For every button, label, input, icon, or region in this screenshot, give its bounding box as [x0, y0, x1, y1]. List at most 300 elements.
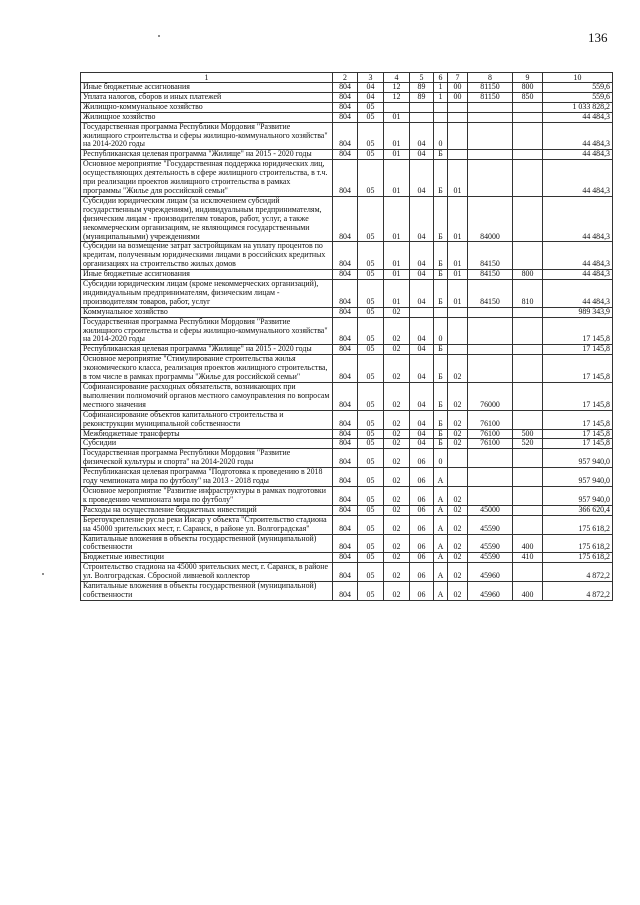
code-cell: 05	[358, 102, 384, 112]
code-cell: 800	[513, 83, 543, 93]
code-cell: 00	[448, 83, 468, 93]
row-name-cell: Субсидии юридическим лицам (за исключением субсидий государственным учреждениям), индивидуальным предпринимателям, физическим лицам - производителям товаров, работ, услуг, а также некоммерческим организациям, не являющимся государственными (муниципальными) учреждениями	[81, 196, 333, 242]
code-cell: 850	[513, 92, 543, 102]
code-cell: 02	[384, 553, 410, 563]
code-cell	[468, 112, 513, 122]
code-cell: 84150	[468, 270, 513, 280]
code-cell: 45960	[468, 563, 513, 582]
code-cell: 00	[448, 92, 468, 102]
code-cell: 06	[410, 449, 434, 468]
code-cell: 05	[358, 410, 384, 429]
code-cell: 01	[448, 270, 468, 280]
code-cell: 06	[410, 553, 434, 563]
code-cell: 45000	[468, 505, 513, 515]
code-cell: 01	[384, 122, 410, 150]
amount-cell: 957 940,0	[543, 486, 613, 505]
row-name-cell: Государственная программа Республики Мордовия "Развитие жилищного строительства и сферы жилищно-коммунального хозяйства" на 2014-2020 годы	[81, 317, 333, 345]
code-cell: 84000	[468, 196, 513, 242]
code-cell: 81150	[468, 92, 513, 102]
code-cell: А	[434, 515, 448, 534]
code-cell: 804	[333, 486, 358, 505]
amount-cell: 44 484,3	[543, 112, 613, 122]
code-cell: 804	[333, 280, 358, 308]
amount-cell: 559,6	[543, 92, 613, 102]
code-cell: 02	[384, 345, 410, 355]
code-cell: 02	[448, 582, 468, 601]
code-cell	[468, 150, 513, 160]
code-cell: 804	[333, 112, 358, 122]
amount-cell: 44 484,3	[543, 196, 613, 242]
code-cell: 400	[513, 582, 543, 601]
code-cell: 02	[448, 439, 468, 449]
table-row	[81, 92, 613, 102]
table-row	[81, 242, 613, 270]
table-row	[81, 439, 613, 449]
amount-cell: 17 145,8	[543, 345, 613, 355]
code-cell: 45960	[468, 582, 513, 601]
amount-cell: 17 145,8	[543, 355, 613, 383]
code-cell	[513, 449, 543, 468]
code-cell: 05	[358, 582, 384, 601]
code-cell: 804	[333, 270, 358, 280]
code-cell: 05	[358, 429, 384, 439]
code-cell: Б	[434, 270, 448, 280]
table-row	[81, 355, 613, 383]
code-cell: 804	[333, 534, 358, 553]
code-cell: 04	[410, 429, 434, 439]
amount-cell: 44 484,3	[543, 150, 613, 160]
code-cell	[448, 122, 468, 150]
code-cell: 89	[410, 83, 434, 93]
code-cell: 05	[358, 307, 384, 317]
row-name-cell: Коммунальное хозяйство	[81, 307, 333, 317]
code-cell: А	[434, 553, 448, 563]
code-cell: 84150	[468, 242, 513, 270]
code-cell: 1	[434, 83, 448, 93]
code-cell: 05	[358, 439, 384, 449]
code-cell: 06	[410, 468, 434, 487]
page-number: 136	[588, 30, 608, 45]
code-cell	[468, 486, 513, 505]
row-name-cell: Капитальные вложения в объекты государственной (муниципальной) собственности	[81, 534, 333, 553]
code-cell	[513, 515, 543, 534]
code-cell	[468, 317, 513, 345]
code-cell: 02	[384, 468, 410, 487]
code-cell: 05	[358, 196, 384, 242]
code-cell: 06	[410, 505, 434, 515]
table-row	[81, 563, 613, 582]
code-cell: 12	[384, 83, 410, 93]
code-cell: 804	[333, 122, 358, 150]
code-cell: 01	[384, 196, 410, 242]
code-cell: 05	[358, 383, 384, 411]
code-cell: 04	[358, 83, 384, 93]
code-cell: 04	[410, 280, 434, 308]
code-cell: 804	[333, 410, 358, 429]
code-cell: 02	[384, 486, 410, 505]
code-cell: 804	[333, 102, 358, 112]
code-cell: 804	[333, 563, 358, 582]
code-cell: 05	[358, 355, 384, 383]
code-cell: 0	[434, 122, 448, 150]
code-cell: Б	[434, 150, 448, 160]
row-name-cell: Софинансирование объектов капитального строительства и реконструкции муниципальной собственности	[81, 410, 333, 429]
table-row	[81, 345, 613, 355]
code-cell: 76100	[468, 429, 513, 439]
code-cell: 45590	[468, 515, 513, 534]
code-cell: 05	[358, 553, 384, 563]
code-cell: 05	[358, 468, 384, 487]
row-name-cell: Бюджетные инвестиции	[81, 553, 333, 563]
code-cell: 45590	[468, 534, 513, 553]
row-name-cell: Республиканская целевая программа "Жилище" на 2015 - 2020 годы	[81, 345, 333, 355]
code-cell	[468, 122, 513, 150]
row-name-cell: Иные бюджетные ассигнования	[81, 270, 333, 280]
table-row	[81, 196, 613, 242]
code-cell: 81150	[468, 83, 513, 93]
code-cell: 05	[358, 505, 384, 515]
row-name-cell: Берегоукрепление русла реки Инсар у объекта "Строительство стадиона на 45000 зрительских мест, г. Саранск, в районе ул. Волгоградская"	[81, 515, 333, 534]
code-cell: А	[434, 468, 448, 487]
code-cell: 02	[384, 355, 410, 383]
code-cell: 02	[384, 439, 410, 449]
code-cell: 05	[358, 345, 384, 355]
row-name-cell: Основное мероприятие "Государственная поддержка юридических лиц, осуществляющих деятельность в сфере жилищного строительства, в т.ч. при реализации проектов жилищного строительства в рамках программы "Жилье для российской семьи"	[81, 160, 333, 197]
code-cell: 01	[448, 196, 468, 242]
code-cell: 05	[358, 242, 384, 270]
code-cell: 804	[333, 355, 358, 383]
code-cell: 04	[410, 242, 434, 270]
amount-cell: 17 145,8	[543, 429, 613, 439]
table-row	[81, 160, 613, 197]
row-name-cell: Государственная программа Республики Мордовия "Развитие физической культуры и спорта" на 2014-2020 годы	[81, 449, 333, 468]
table-row	[81, 468, 613, 487]
code-cell: А	[434, 486, 448, 505]
code-cell: 05	[358, 563, 384, 582]
code-cell: 804	[333, 505, 358, 515]
code-cell: 05	[358, 150, 384, 160]
code-cell: 02	[384, 449, 410, 468]
code-cell: 02	[448, 515, 468, 534]
code-cell: 804	[333, 160, 358, 197]
code-cell: Б	[434, 410, 448, 429]
code-cell	[513, 563, 543, 582]
column-header: 7	[448, 73, 468, 83]
table-row	[81, 553, 613, 563]
code-cell: 01	[448, 280, 468, 308]
code-cell: 02	[448, 355, 468, 383]
code-cell: 810	[513, 280, 543, 308]
code-cell: 05	[358, 317, 384, 345]
column-header: 1	[81, 73, 333, 83]
code-cell: 04	[410, 383, 434, 411]
code-cell: 04	[410, 270, 434, 280]
row-name-cell: Основное мероприятие "Стимулирование строительства жилья экономического класса, реализация проектов жилищного строительства, в том числе в рамках программы "Жилье для российской семьи"	[81, 355, 333, 383]
code-cell: 01	[384, 270, 410, 280]
table-row	[81, 515, 613, 534]
table-row	[81, 534, 613, 553]
code-cell	[448, 317, 468, 345]
code-cell: 800	[513, 270, 543, 280]
table-row	[81, 410, 613, 429]
code-cell: А	[434, 505, 448, 515]
amount-cell: 44 484,3	[543, 242, 613, 270]
amount-cell: 17 145,8	[543, 317, 613, 345]
code-cell: 76100	[468, 410, 513, 429]
code-cell: 84150	[468, 280, 513, 308]
code-cell: 02	[448, 563, 468, 582]
code-cell	[448, 307, 468, 317]
code-cell: 05	[358, 486, 384, 505]
code-cell: 02	[384, 582, 410, 601]
code-cell	[513, 160, 543, 197]
code-cell: 02	[384, 383, 410, 411]
table-row	[81, 505, 613, 515]
code-cell: 02	[384, 534, 410, 553]
code-cell	[513, 102, 543, 112]
code-cell: 05	[358, 280, 384, 308]
code-cell: 500	[513, 429, 543, 439]
code-cell: 02	[448, 505, 468, 515]
code-cell: 804	[333, 317, 358, 345]
row-name-cell: Уплата налогов, сборов и иных платежей	[81, 92, 333, 102]
row-name-cell: Строительство стадиона на 45000 зрительских мест, г. Саранск, в районе ул. Волгоградская. Сбросной ливневой коллектор	[81, 563, 333, 582]
code-cell	[513, 242, 543, 270]
code-cell: Б	[434, 345, 448, 355]
code-cell: 0	[434, 317, 448, 345]
code-cell: 04	[410, 410, 434, 429]
amount-cell: 559,6	[543, 83, 613, 93]
amount-cell: 17 145,8	[543, 410, 613, 429]
row-name-cell: Расходы на осуществление бюджетных инвестиций	[81, 505, 333, 515]
scan-speck	[158, 35, 160, 37]
code-cell: 804	[333, 196, 358, 242]
code-cell	[513, 150, 543, 160]
code-cell: 05	[358, 112, 384, 122]
table-row	[81, 582, 613, 601]
code-cell: 01	[384, 150, 410, 160]
code-cell: Б	[434, 439, 448, 449]
row-name-cell: Субсидии	[81, 439, 333, 449]
amount-cell: 1 033 828,2	[543, 102, 613, 112]
code-cell: Б	[434, 355, 448, 383]
code-cell: А	[434, 563, 448, 582]
code-cell	[468, 449, 513, 468]
column-header: 2	[333, 73, 358, 83]
row-name-cell: Республиканская целевая программа "Подготовка к проведению в 2018 году чемпионата мира по футболу" на 2013 - 2018 годы	[81, 468, 333, 487]
table-header-row	[81, 73, 613, 83]
table-row	[81, 383, 613, 411]
code-cell: 1	[434, 92, 448, 102]
table-row	[81, 102, 613, 112]
row-name-cell: Жилищное хозяйство	[81, 112, 333, 122]
row-name-cell: Субсидии юридическим лицам (кроме некоммерческих организаций), индивидуальным предпринимателям, физическим лицам - производителям товаров, работ, услуг	[81, 280, 333, 308]
code-cell	[410, 307, 434, 317]
code-cell: 04	[410, 317, 434, 345]
code-cell: 804	[333, 582, 358, 601]
code-cell: А	[434, 534, 448, 553]
code-cell: 05	[358, 515, 384, 534]
code-cell	[434, 112, 448, 122]
code-cell	[513, 355, 543, 383]
code-cell: 02	[384, 307, 410, 317]
code-cell: 04	[410, 345, 434, 355]
code-cell	[410, 112, 434, 122]
code-cell: 520	[513, 439, 543, 449]
code-cell: 01	[384, 280, 410, 308]
code-cell	[513, 196, 543, 242]
code-cell	[434, 102, 448, 112]
code-cell: 05	[358, 122, 384, 150]
code-cell: 02	[448, 486, 468, 505]
code-cell: 05	[358, 449, 384, 468]
amount-cell: 175 618,2	[543, 553, 613, 563]
code-cell: 804	[333, 449, 358, 468]
code-cell	[513, 307, 543, 317]
table-row	[81, 112, 613, 122]
code-cell	[513, 468, 543, 487]
amount-cell: 44 484,3	[543, 160, 613, 197]
scan-speck	[42, 573, 44, 575]
code-cell: Б	[434, 383, 448, 411]
code-cell: 410	[513, 553, 543, 563]
code-cell	[468, 102, 513, 112]
code-cell: 400	[513, 534, 543, 553]
code-cell: 804	[333, 429, 358, 439]
amount-cell: 4 872,2	[543, 563, 613, 582]
amount-cell: 175 618,2	[543, 534, 613, 553]
code-cell: 804	[333, 242, 358, 270]
code-cell	[468, 160, 513, 197]
code-cell: 01	[384, 160, 410, 197]
code-cell: 02	[384, 429, 410, 439]
code-cell: Б	[434, 429, 448, 439]
amount-cell: 175 618,2	[543, 515, 613, 534]
code-cell	[513, 410, 543, 429]
code-cell: 804	[333, 515, 358, 534]
amount-cell: 44 484,3	[543, 270, 613, 280]
column-header: 8	[468, 73, 513, 83]
table-row	[81, 270, 613, 280]
table-row	[81, 307, 613, 317]
code-cell: 06	[410, 515, 434, 534]
row-name-cell: Иные бюджетные ассигнования	[81, 83, 333, 93]
code-cell: 02	[384, 317, 410, 345]
code-cell: 804	[333, 307, 358, 317]
code-cell	[513, 505, 543, 515]
code-cell: 04	[410, 122, 434, 150]
code-cell: 04	[410, 355, 434, 383]
code-cell: 02	[384, 410, 410, 429]
table-row	[81, 486, 613, 505]
row-name-cell: Республиканская целевая программа "Жилище" на 2015 - 2020 годы	[81, 150, 333, 160]
row-name-cell: Субсидии на возмещение затрат застройщикам на уплату процентов по кредитам, полученным юридическими лицами в российских кредитных организациях на строительство жилых домов	[81, 242, 333, 270]
budget-table	[80, 72, 613, 601]
amount-cell: 366 620,4	[543, 505, 613, 515]
code-cell: Б	[434, 280, 448, 308]
amount-cell: 957 940,0	[543, 468, 613, 487]
code-cell	[513, 317, 543, 345]
code-cell: 76000	[468, 383, 513, 411]
code-cell: 0	[434, 449, 448, 468]
code-cell: 04	[410, 439, 434, 449]
table-row	[81, 449, 613, 468]
code-cell: 12	[384, 92, 410, 102]
code-cell: 04	[410, 160, 434, 197]
code-cell: 02	[448, 410, 468, 429]
code-cell: 01	[384, 112, 410, 122]
code-cell	[468, 345, 513, 355]
code-cell	[468, 468, 513, 487]
code-cell: 804	[333, 468, 358, 487]
code-cell	[410, 102, 434, 112]
code-cell: 804	[333, 345, 358, 355]
code-cell: 804	[333, 92, 358, 102]
table-row	[81, 150, 613, 160]
code-cell: 02	[384, 563, 410, 582]
column-header: 9	[513, 73, 543, 83]
code-cell	[513, 486, 543, 505]
row-name-cell: Жилищно-коммунальное хозяйство	[81, 102, 333, 112]
row-name-cell: Межбюджетные трансферты	[81, 429, 333, 439]
code-cell: 02	[448, 429, 468, 439]
code-cell: 06	[410, 486, 434, 505]
amount-cell: 44 484,3	[543, 122, 613, 150]
code-cell: 02	[384, 505, 410, 515]
amount-cell: 4 872,2	[543, 582, 613, 601]
amount-cell: 17 145,8	[543, 383, 613, 411]
row-name-cell: Государственная программа Республики Мордовия "Развитие жилищного строительства и сферы жилищно-коммунального хозяйства" на 2014-2020 годы	[81, 122, 333, 150]
row-name-cell: Софинансирование расходных обязательств, возникающих при выполнении полномочий органов местного самоуправления по вопросам местного значения	[81, 383, 333, 411]
code-cell	[448, 150, 468, 160]
code-cell	[468, 355, 513, 383]
code-cell: 05	[358, 534, 384, 553]
code-cell: 04	[410, 196, 434, 242]
code-cell: 06	[410, 563, 434, 582]
code-cell: А	[434, 582, 448, 601]
code-cell: 45590	[468, 553, 513, 563]
code-cell: 804	[333, 383, 358, 411]
code-cell	[513, 345, 543, 355]
table-row	[81, 122, 613, 150]
table-row	[81, 429, 613, 439]
column-header: 6	[434, 73, 448, 83]
code-cell: 89	[410, 92, 434, 102]
column-header: 4	[384, 73, 410, 83]
code-cell: 02	[448, 383, 468, 411]
table-row	[81, 280, 613, 308]
column-header: 3	[358, 73, 384, 83]
column-header: 10	[543, 73, 613, 83]
code-cell: 804	[333, 150, 358, 160]
code-cell: 01	[384, 242, 410, 270]
code-cell: 02	[384, 515, 410, 534]
column-header: 5	[410, 73, 434, 83]
code-cell	[513, 383, 543, 411]
amount-cell: 989 343,9	[543, 307, 613, 317]
code-cell: 804	[333, 83, 358, 93]
code-cell	[448, 112, 468, 122]
code-cell: 804	[333, 553, 358, 563]
code-cell: 04	[410, 150, 434, 160]
code-cell: 01	[448, 160, 468, 197]
code-cell: 06	[410, 534, 434, 553]
code-cell: 05	[358, 160, 384, 197]
code-cell: 76100	[468, 439, 513, 449]
table-row	[81, 317, 613, 345]
code-cell: Б	[434, 242, 448, 270]
code-cell	[513, 112, 543, 122]
